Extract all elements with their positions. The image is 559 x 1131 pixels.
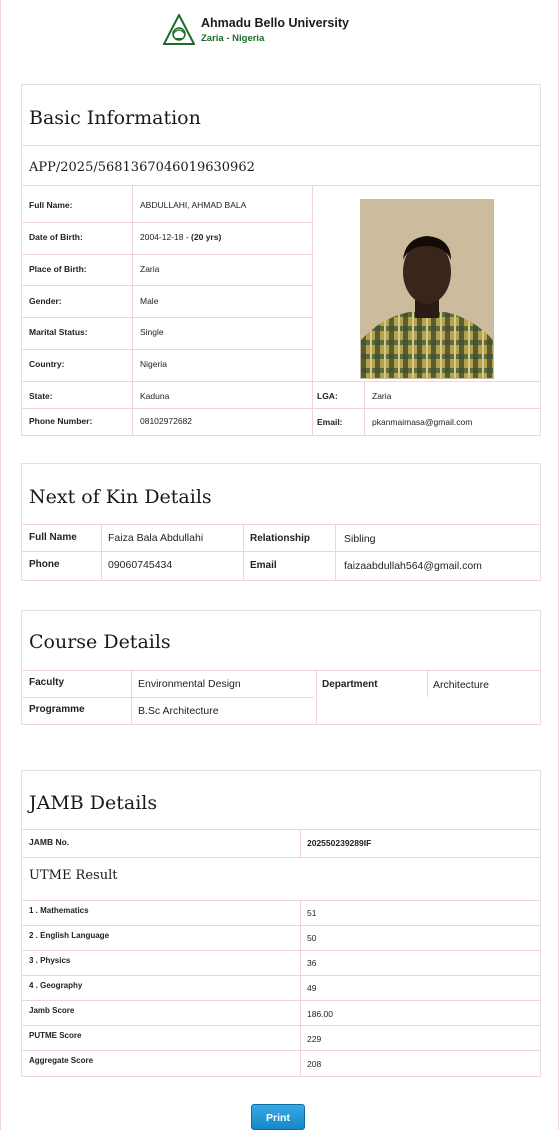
jamb-no-label: JAMB No. [29,837,70,847]
state-value: Kaduna [140,391,170,401]
email-label: Email: [317,417,343,427]
kin-email-label: Email [250,560,277,571]
place-of-birth-value: Zaria [140,264,160,274]
kin-full-name-value: Faiza Bala Abdullahi [108,532,204,544]
dob-label: Date of Birth: [29,232,83,242]
gender-label: Gender: [29,296,62,306]
result-score: 49 [307,983,317,993]
result-subject: 1 . Mathematics [29,906,89,915]
faculty-value: Environmental Design [138,678,241,690]
place-of-birth-label: Place of Birth: [29,264,87,274]
kin-relationship-label: Relationship [250,533,311,544]
result-score: 36 [307,958,317,968]
gender-value: Male [140,296,159,306]
university-logo-icon [163,14,195,46]
faculty-label: Faculty [29,677,65,688]
section-title: Next of Kin Details [29,486,212,508]
dob-date: 2004-12-18 - [140,232,192,242]
basic-information-card [21,84,541,436]
putme-score-value: 229 [307,1034,322,1044]
marital-status-value: Single [140,327,164,337]
print-button[interactable]: Print [251,1104,305,1130]
section-title: JAMB Details [29,792,158,814]
jamb-details-card [21,770,541,1077]
kin-full-name-label: Full Name [29,532,77,543]
programme-label: Programme [29,704,85,715]
department-label: Department [322,679,378,690]
country-value: Nigeria [140,359,167,369]
result-score: 51 [307,908,317,918]
aggregate-score-value: 208 [307,1059,322,1069]
lga-label: LGA: [317,391,338,401]
programme-value: B.Sc Architecture [138,705,219,717]
result-subject: 2 . English Language [29,931,110,940]
university-text [201,16,349,44]
dob-age: (20 yrs) [191,232,222,242]
jamb-score-value: 186.00 [307,1009,333,1019]
kin-phone-label: Phone [29,559,60,570]
jamb-no-value: 202550239289IF [307,838,372,848]
full-name-label: Full Name: [29,200,73,210]
department-value: Architecture [433,679,490,691]
result-subject: 3 . Physics [29,956,71,965]
dob-value [140,232,221,242]
kin-email-value: faizaabdullah564@gmail.com [344,560,482,572]
kin-relationship-value: Sibling [344,533,376,545]
section-title: Basic Information [29,107,201,129]
course-details-card [21,610,541,725]
email-value: pkanmaimasa@gmail.com [372,417,473,427]
phone-number-label: Phone Number: [29,416,93,426]
section-title: Course Details [29,631,171,653]
university-location: Zaria - Nigeria [201,33,265,44]
application-number: APP/2025/5681367046019630962 [29,160,255,175]
full-name-value: ABDULLAHI, AHMAD BALA [140,200,247,210]
kin-phone-value: 09060745434 [108,559,173,571]
lga-value: Zaria [372,391,392,401]
header [163,14,349,46]
utme-result-title: UTME Result [29,868,118,883]
result-subject: 4 . Geography [29,981,83,990]
result-score: 50 [307,933,317,943]
passport-photo [360,199,494,379]
country-label: Country: [29,359,65,369]
state-label: State: [29,391,53,401]
jamb-score-label: Jamb Score [29,1006,75,1015]
passport-photo-image [361,200,493,378]
aggregate-score-label: Aggregate Score [29,1056,94,1065]
phone-number-value: 08102972682 [140,416,193,426]
university-name: Ahmadu Bello University [201,16,349,30]
next-of-kin-card [21,463,541,581]
putme-score-label: PUTME Score [29,1031,82,1040]
marital-status-label: Marital Status: [29,327,88,337]
